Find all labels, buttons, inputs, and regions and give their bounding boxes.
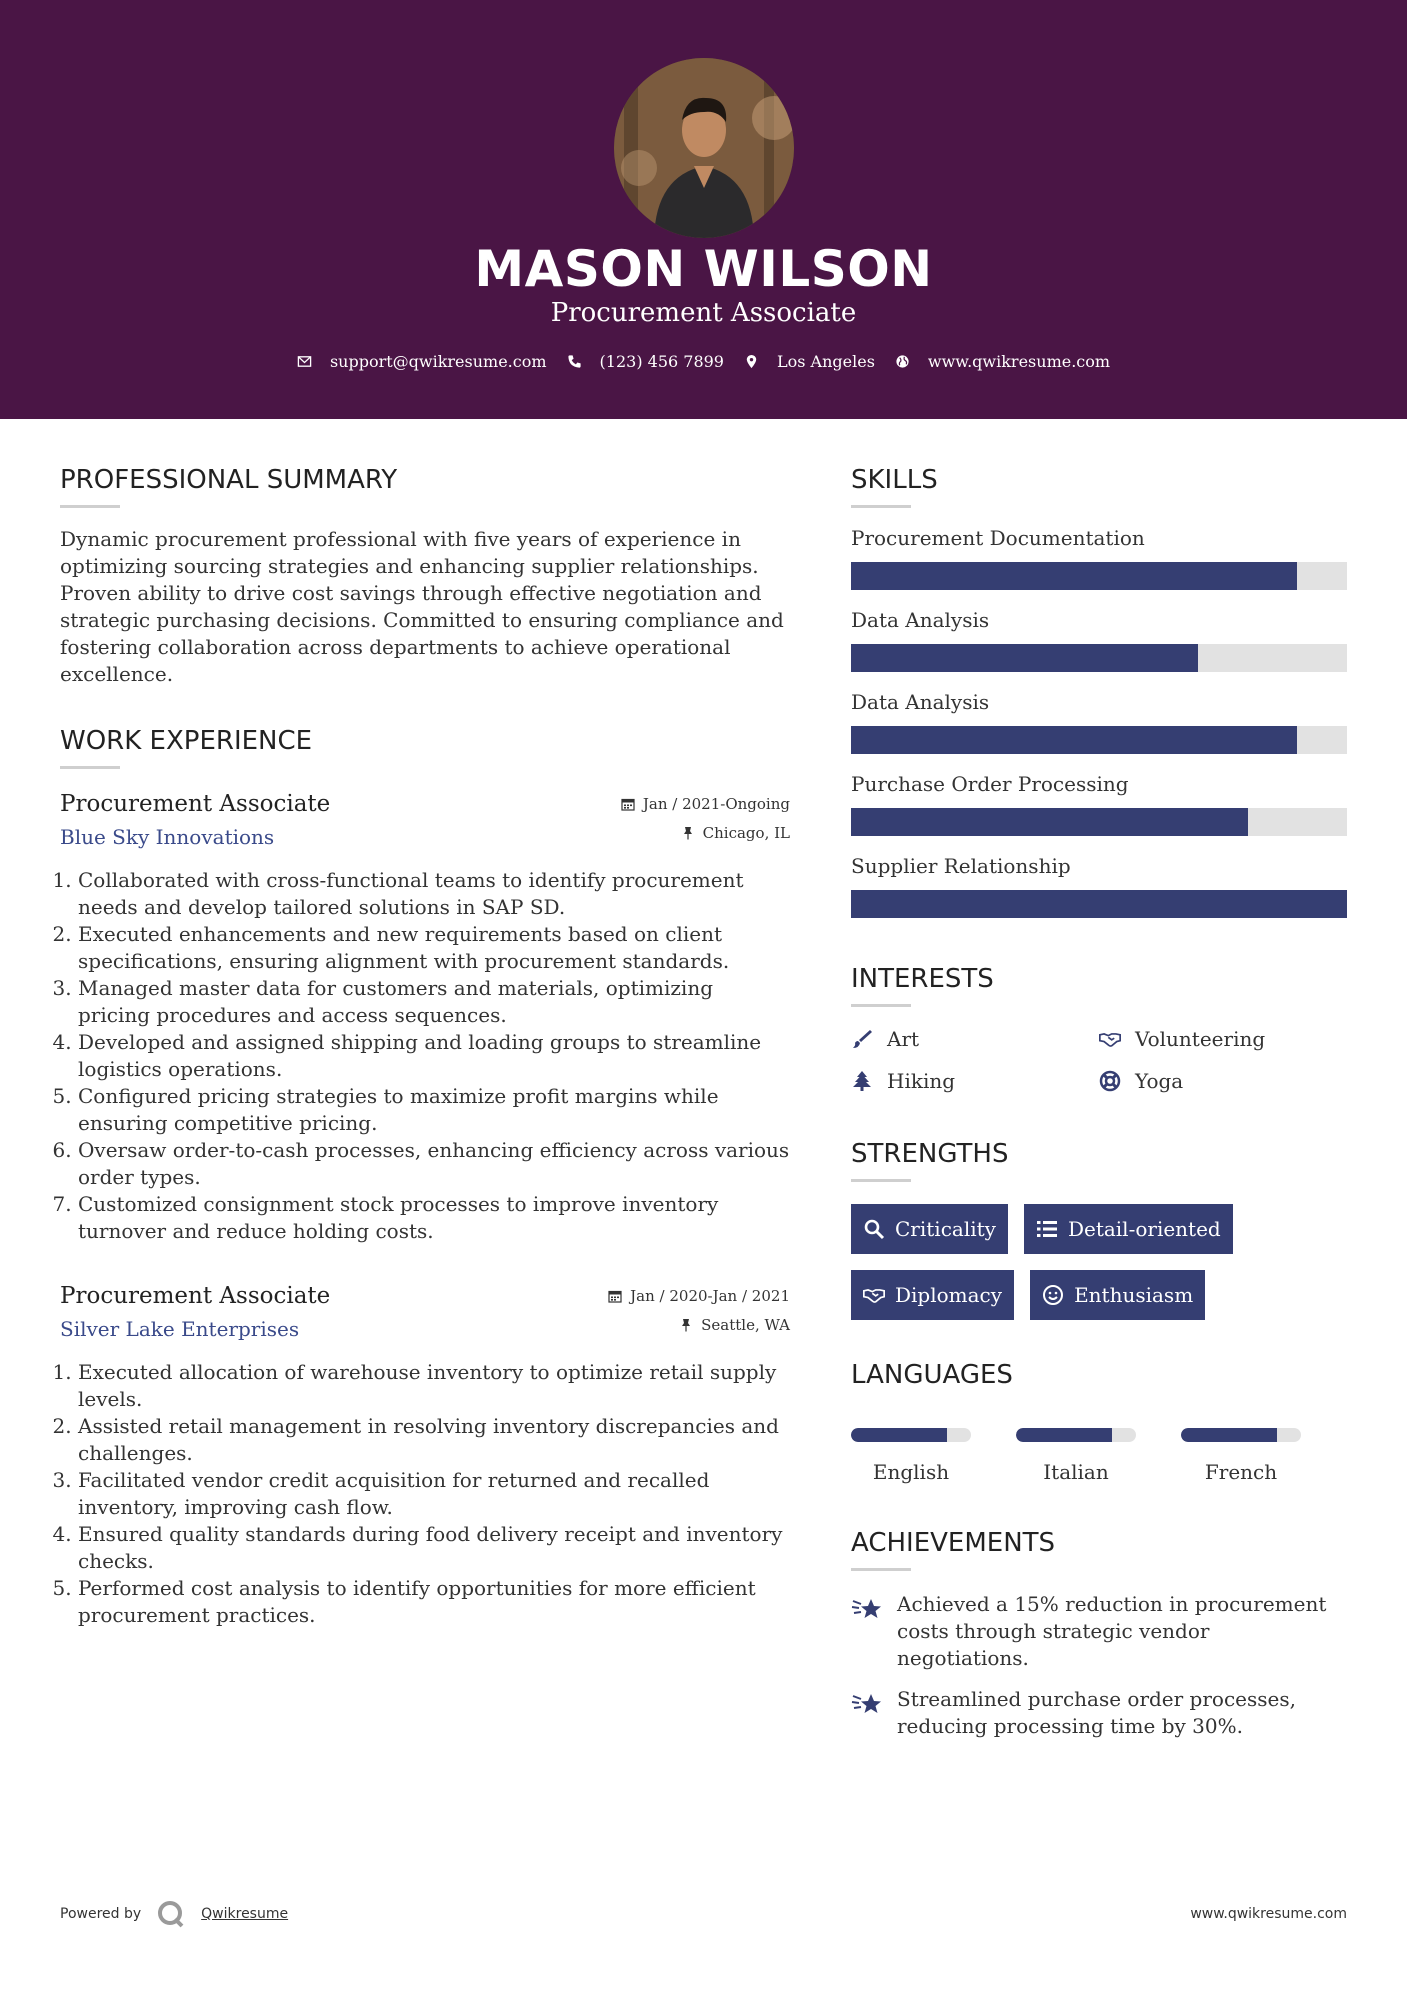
skills-heading: SKILLS: [851, 465, 938, 495]
strengths-heading: STRENGTHS: [851, 1139, 1009, 1169]
strength-tag: [1030, 1270, 1205, 1320]
contact-bar: [0, 352, 1407, 371]
interests-grid: [851, 1027, 1347, 1093]
interest-item: [851, 1027, 1099, 1051]
list-icon: [1036, 1218, 1058, 1240]
skill-bar: [851, 726, 1347, 754]
strength-tag: [1024, 1204, 1233, 1254]
envelope-icon: [297, 354, 312, 369]
pushpin-icon: [679, 1318, 693, 1332]
website-text: www.qwikresume.com: [927, 352, 1111, 371]
company-name: Blue Sky Innovations: [60, 825, 275, 849]
candidate-name: MASON WILSON: [474, 240, 933, 298]
interest-item: [1099, 1069, 1347, 1093]
language-bar: [1181, 1428, 1301, 1442]
list-item: 2. Assisted retail management in resolving inventory discrepancies and challenges.: [78, 1413, 790, 1467]
language-item: [1181, 1428, 1301, 1484]
language-bar-fill: [851, 1428, 947, 1442]
skill-bar: [851, 644, 1347, 672]
interest-item: [851, 1069, 1099, 1093]
skill-bar-fill: [851, 726, 1297, 754]
language-label: English: [872, 1460, 950, 1484]
strengths-list: [851, 1204, 1271, 1320]
language-bar: [1016, 1428, 1136, 1442]
footer-website[interactable]: www.qwikresume.com: [1190, 1906, 1347, 1922]
pushpin-icon: [681, 826, 695, 840]
language-label: French: [1204, 1460, 1278, 1484]
phone-icon: [567, 354, 582, 369]
list-item: 7. Customized consignment stock processes to improve inventory turnover and reduce holding costs.: [78, 1191, 790, 1245]
location-text: Los Angeles: [776, 352, 875, 371]
job-location: [679, 1316, 790, 1334]
list-item: 5. Configured pricing strategies to maximize profit margins while ensuring competitive pricing.: [78, 1083, 790, 1137]
job-title: Procurement Associate: [60, 1283, 331, 1309]
handshake-icon: [863, 1284, 885, 1306]
job-location-text: Chicago, IL: [702, 824, 790, 842]
achievement-text: Achieved a 15% reduction in procurement costs through strategic vendor negotiations.: [897, 1592, 1327, 1670]
calendar-icon: [608, 1289, 622, 1303]
summary-text: Dynamic procurement professional with five years of experience in optimizing sourcing strategies and enhancing supplier relationships. Proven ability to drive cost savings through effective negotiation and strategic purchasing decisions. Committed to ensuring compliance and fostering collaboration across departments to achieve operational excellence.: [60, 527, 784, 686]
contact-email[interactable]: [297, 352, 547, 371]
candidate-role: Procurement Associate: [550, 298, 857, 328]
strength-label: Criticality: [895, 1217, 996, 1241]
interests-heading: INTERESTS: [851, 964, 994, 994]
language-item: [1016, 1428, 1136, 1484]
list-item: 3. Facilitated vendor credit acquisition for returned and recalled inventory, improving cash flow.: [78, 1467, 790, 1521]
languages-list: [851, 1428, 1347, 1484]
skill-bar-fill: [851, 562, 1297, 590]
left-column: [60, 465, 790, 1629]
skill-label: Supplier Relationship: [851, 854, 1071, 878]
contact-phone[interactable]: [567, 352, 724, 371]
section-divider: [851, 1179, 911, 1182]
job-title: Procurement Associate: [60, 791, 331, 817]
skill-bar: [851, 890, 1347, 918]
language-item: [851, 1428, 971, 1484]
smile-icon: [1042, 1284, 1064, 1306]
skill-bar-fill: [851, 890, 1347, 918]
section-divider: [60, 505, 120, 508]
paintbrush-icon: [851, 1028, 873, 1050]
calendar-icon: [621, 797, 635, 811]
interest-label: Volunteering: [1135, 1027, 1266, 1051]
job-date-text: Jan / 2020-Jan / 2021: [630, 1287, 790, 1305]
phone-text: (123) 456 7899: [599, 352, 724, 371]
skill-bar: [851, 562, 1347, 590]
skill-item: [851, 608, 1347, 672]
lifering-icon: [1099, 1070, 1121, 1092]
job-date-text: Jan / 2021-Ongoing: [642, 795, 790, 813]
map-pin-icon: [744, 354, 759, 369]
footer-powered-by: [60, 1898, 288, 1930]
job-duties: [60, 867, 790, 1245]
email-text: support@qwikresume.com: [329, 352, 547, 371]
globe-icon: [895, 354, 910, 369]
section-divider: [851, 1568, 911, 1571]
section-divider: [851, 1004, 911, 1007]
handshake-icon: [1099, 1028, 1121, 1050]
interest-label: Art: [887, 1027, 920, 1051]
job-location-text: Seattle, WA: [701, 1316, 790, 1334]
job-location: [681, 824, 790, 842]
list-item: 3. Managed master data for customers and materials, optimizing pricing procedures and access sequences.: [78, 975, 790, 1029]
shooting-star-icon: [851, 1688, 883, 1720]
strength-tag: [851, 1204, 1008, 1254]
avatar: [614, 58, 794, 238]
achievements-list: [851, 1591, 1347, 1740]
skill-bar-fill: [851, 808, 1248, 836]
list-item: 6. Oversaw order-to-cash processes, enhancing efficiency across various order types.: [78, 1137, 790, 1191]
language-bar-fill: [1016, 1428, 1112, 1442]
skill-item: [851, 526, 1347, 590]
section-divider: [60, 766, 120, 769]
skill-bar-fill: [851, 644, 1198, 672]
summary-heading: PROFESSIONAL SUMMARY: [60, 465, 398, 495]
job-duties: [60, 1359, 790, 1629]
achievement-item: [851, 1686, 1347, 1740]
skill-label: Purchase Order Processing: [851, 772, 1129, 796]
company-name: Silver Lake Enterprises: [60, 1317, 300, 1341]
language-bar: [851, 1428, 971, 1442]
skill-label: Procurement Documentation: [851, 526, 1145, 550]
skill-item: [851, 690, 1347, 754]
resume-header: [0, 0, 1407, 419]
skill-label: Data Analysis: [851, 690, 990, 714]
list-item: 4. Developed and assigned shipping and loading groups to streamline logistics operations.: [78, 1029, 790, 1083]
search-icon: [863, 1218, 885, 1240]
interest-label: Yoga: [1135, 1069, 1184, 1093]
profile-photo: [614, 58, 794, 238]
contact-website[interactable]: [895, 352, 1110, 371]
job-entry: [60, 1283, 790, 1629]
tree-icon: [851, 1070, 873, 1092]
brand-link[interactable]: Qwikresume: [201, 1906, 289, 1922]
qwikresume-logo-icon: [155, 1898, 187, 1930]
contact-location: [744, 352, 875, 371]
achievements-heading: ACHIEVEMENTS: [851, 1528, 1056, 1558]
list-item: 4. Ensured quality standards during food delivery receipt and inventory checks.: [78, 1521, 790, 1575]
list-item: 1. Collaborated with cross-functional teams to identify procurement needs and develop tailored solutions in SAP SD.: [78, 867, 790, 921]
skill-item: [851, 772, 1347, 836]
interest-label: Hiking: [887, 1069, 956, 1093]
skill-bar: [851, 808, 1347, 836]
right-column: [851, 465, 1347, 1754]
work-heading: WORK EXPERIENCE: [60, 726, 313, 756]
interest-item: [1099, 1027, 1347, 1051]
language-bar-fill: [1181, 1428, 1277, 1442]
strength-label: Diplomacy: [895, 1283, 1003, 1307]
languages-heading: LANGUAGES: [851, 1360, 1013, 1390]
job-entry: [60, 791, 790, 1245]
language-label: Italian: [1043, 1460, 1109, 1484]
achievement-item: [851, 1591, 1347, 1672]
achievement-text: Streamlined purchase order processes, reducing processing time by 30%.: [897, 1687, 1296, 1738]
shooting-star-icon: [851, 1593, 883, 1625]
list-item: 5. Performed cost analysis to identify opportunities for more efficient procurement practices.: [78, 1575, 790, 1629]
skill-label: Data Analysis: [851, 608, 990, 632]
list-item: 1. Executed allocation of warehouse inventory to optimize retail supply levels.: [78, 1359, 790, 1413]
section-divider: [851, 505, 911, 508]
strength-tag: [851, 1270, 1014, 1320]
list-item: 2. Executed enhancements and new requirements based on client specifications, ensuring alignment with procurement standards.: [78, 921, 790, 975]
strength-label: Enthusiasm: [1074, 1283, 1194, 1307]
strength-label: Detail-oriented: [1067, 1217, 1221, 1241]
powered-by-label: Powered by: [60, 1906, 142, 1922]
job-date: [621, 795, 790, 813]
skill-item: [851, 854, 1347, 918]
job-date: [608, 1287, 790, 1305]
